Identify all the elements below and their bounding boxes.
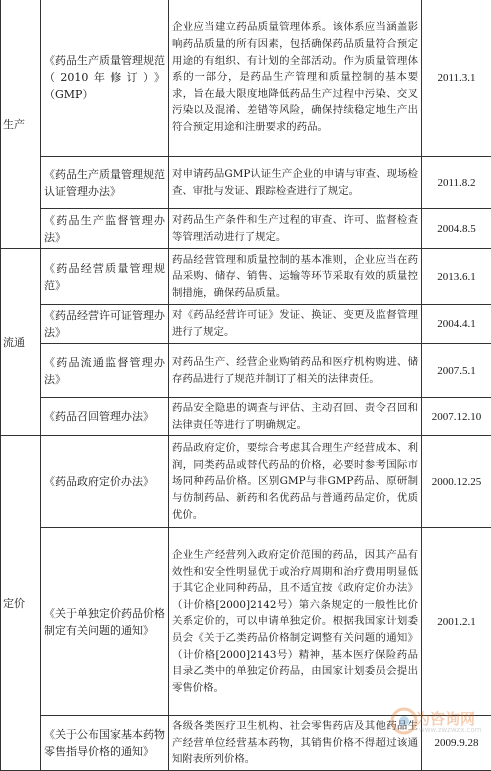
effective-date: 2000.12.25 <box>422 436 491 528</box>
table-row <box>1 436 491 528</box>
regulation-name: 《药品生产质量管理规范（2010年修订）》（GMP） <box>41 0 169 157</box>
table-row <box>1 157 491 209</box>
regulation-description: 各级各类医疗卫生机构、社会零售药店及其他药品生产经营单位经营基本药物，其销售价格不得超过该通知附表所列价格。 <box>169 716 422 771</box>
effective-date: 2011.8.2 <box>422 157 491 209</box>
category-production: 生产 <box>1 0 41 249</box>
regulation-description: 药品经营管理和质量控制的基本准则，企业应当在药品采购、储存、销售、运输等环节采取有效的质量控制措施，确保药品质量。 <box>169 249 422 305</box>
effective-date: 2004.8.5 <box>422 209 491 249</box>
table-row <box>1 398 491 436</box>
regulation-description: 对药品生产条件和生产过程的审查、许可、监督检查等管理活动进行了规定。 <box>169 209 422 249</box>
watermark-text: 为咨询网 <box>415 708 475 729</box>
effective-date: 2004.4.1 <box>422 305 491 344</box>
effective-date: 2007.12.10 <box>422 398 491 436</box>
regulation-name: 《关于公布国家基本药物零售指导价格的通知》 <box>41 716 169 771</box>
watermark-logo <box>389 704 485 738</box>
effective-date: 2009.9.28 <box>422 716 491 771</box>
regulation-description: 药品安全隐患的调查与评估、主动召回、责令召回和法律责任等进行了明确规定。 <box>169 398 422 436</box>
category-pricing: 定价 <box>1 436 41 771</box>
regulation-name: 《药品政府定价办法》 <box>41 436 169 528</box>
regulation-name: 《药品生产监督管理办法》 <box>41 209 169 249</box>
table-row <box>1 344 491 398</box>
regulation-name: 《药品生产质量管理规范认证管理办法》 <box>41 157 169 209</box>
table-row <box>1 0 491 157</box>
regulation-name: 《药品流通监督管理办法》 <box>41 344 169 398</box>
table-row <box>1 209 491 249</box>
watermark-url: www.zwzwzx.com <box>419 726 482 734</box>
regulation-description: 企业生产经营列入政府定价范围的药品，因其产品有效性和安全性明显优于或治疗周期和治疗费用明显低于其它企业同种药品，且不适宜按《政府定价办法》（计价格[2000]2142号）第六条规定的一般性比价关系定价的，可以申请单独定价。根据我国家计划委员会《关于乙类药品价格制定调整有关问题的通知》（计价格[2000]2143号）精神，基本医疗保险药品目录乙类中的单独定价药品，由国家计划委员会提出零售价格。 <box>169 528 422 716</box>
regulation-name: 《药品经营许可证管理办法》 <box>41 305 169 344</box>
regulation-description: 对申请药品GMP认证生产企业的申请与审查、现场检查、审批与发证、跟踪检查进行了规定。 <box>169 157 422 209</box>
regulation-description: 企业应当建立药品质量管理体系。该体系应当涵盖影响药品质量的所有因素，包括确保药品质量符合预定用途的有组织、有计划的全部活动。作为质量管理体系的一部分，是药品生产管理和质量控制的基本要求，旨在最大限度地降低药品生产过程中污染、交叉污染以及混淆、差错等风险，确保持续稳定地生产出符合预定用途和注册要求的药品。 <box>169 0 422 157</box>
table-row <box>1 305 491 344</box>
effective-date: 2013.6.1 <box>422 249 491 305</box>
category-circulation: 流通 <box>1 249 41 436</box>
effective-date: 2007.5.1 <box>422 344 491 398</box>
regulation-name: 《药品经营质量管理规范》 <box>41 249 169 305</box>
regulation-description: 对《药品经营许可证》发证、换证、变更及监督管理进行了规定。 <box>169 305 422 344</box>
regulation-description: 对药品生产、经营企业购销药品和医疗机构购进、储存药品进行了规范并制订了相关的法律责任。 <box>169 344 422 398</box>
regulation-name: 《关于单独定价药品价格制定有关问题的通知》 <box>41 528 169 716</box>
table-row <box>1 528 491 716</box>
effective-date: 2001.2.1 <box>422 528 491 716</box>
regulation-description: 药品政府定价，要综合考虑其合理生产经营成本、利润，同类药品或替代药品的价格，必要时参考国际市场同种药品价格。区别GMP与非GMP药品、原研制与仿制药品、新药和名优药品与普通药品定价，优质优价。 <box>169 436 422 528</box>
table-row <box>1 249 491 305</box>
effective-date: 2011.3.1 <box>422 0 491 157</box>
regulation-name: 《药品召回管理办法》 <box>41 398 169 436</box>
